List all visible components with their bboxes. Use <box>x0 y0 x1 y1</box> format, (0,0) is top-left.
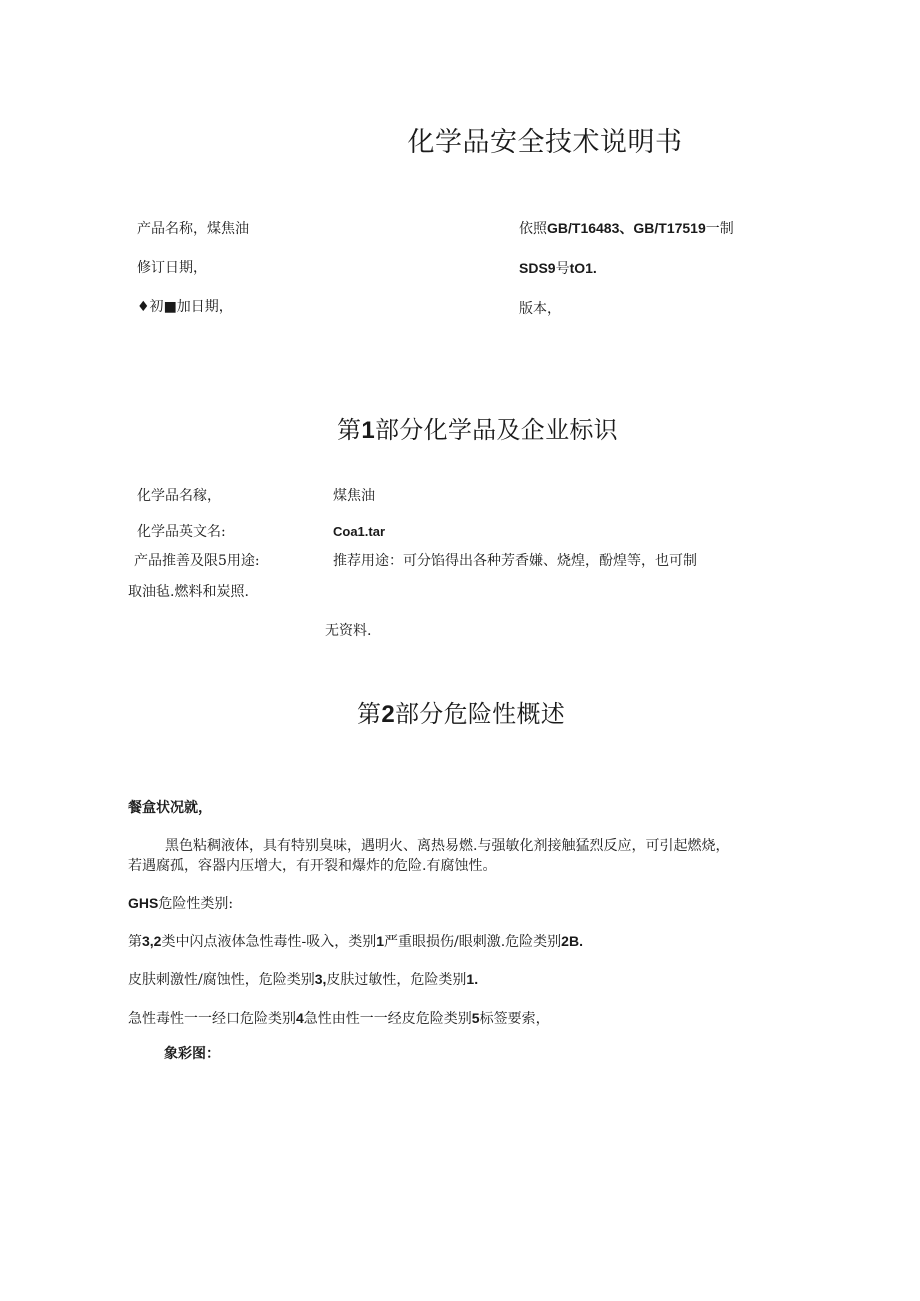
standard-suffix: 一制 <box>705 221 734 237</box>
hazard-b-text-2: 皮肤过敏性，危险类别 <box>326 972 467 988</box>
usage-label: 产品推善及限5用途: <box>134 553 260 569</box>
first-date-prefix: ♦初 <box>137 299 164 315</box>
hazard-line-c <box>128 1008 550 1028</box>
chem-name-label: 化学品名稼， <box>137 488 221 504</box>
english-name-label: 化学品英文名: <box>137 524 226 540</box>
version: 版本， <box>519 301 561 317</box>
description-line-1: 黑色粘稠液体，具有特别臭味，遇明火、离热易燃.与强敏化剂接触猛烈反应，可引起燃烧， <box>165 838 730 854</box>
revision-date: 修订日期， <box>137 260 207 276</box>
hazard-a-num-3: 2B. <box>561 933 583 949</box>
hazard-a-num-1: 3,2 <box>142 933 162 949</box>
hazard-a-text-3: 严重眼损伤/眼刺激.危险类别 <box>384 934 562 950</box>
section1-heading-text: 部分化学品及企业标识 <box>374 416 618 444</box>
section1-heading-prefix: 第 <box>337 416 362 444</box>
sds-suffix: tO1. <box>569 260 597 276</box>
standard-reference <box>519 218 734 238</box>
hazard-c-text-3: 标签要索， <box>479 1011 550 1027</box>
hazard-a-text-1: 第 <box>128 934 142 950</box>
hazard-b-text-1: 皮肤刺激性/腐蚀性，危险类别 <box>128 972 315 988</box>
section2-heading-num: 2 <box>381 701 395 728</box>
hazard-c-num-2: 5 <box>471 1010 480 1026</box>
redaction-mark: ■ <box>163 299 177 315</box>
section2-heading-text: 部分危险性概述 <box>394 700 566 728</box>
ghs-text: 危险性类别: <box>158 896 234 912</box>
description-line-2: 若遇腐孤，容器内压增大，有开裂和爆炸的危险.有腐蚀性。 <box>128 858 497 874</box>
section1-heading-num: 1 <box>361 417 375 444</box>
document-title: 化学品安全技术说明书 <box>407 127 683 158</box>
hazard-c-num-1: 4 <box>296 1010 304 1026</box>
hazard-a-num-2: 1 <box>376 933 384 949</box>
hazard-line-a <box>128 931 583 951</box>
first-date-suffix: 加日期， <box>176 299 233 315</box>
section1-heading <box>337 410 618 445</box>
sds-prefix: SDS9 <box>519 260 556 276</box>
product-name: 产品名称，煤焦油 <box>137 221 249 237</box>
chem-name-value: 煤焦油 <box>333 488 375 504</box>
hazard-line-b <box>128 969 478 989</box>
ghs-category-heading <box>128 893 233 913</box>
no-data-note: 无资料. <box>325 623 372 639</box>
english-name-value: Coa1.tar <box>333 524 386 539</box>
standard-codes: GB/T16483、GB/T17519 <box>547 220 706 236</box>
hazard-b-num-2: 1. <box>466 971 479 987</box>
usage-continuation: 取油毡.燃料和炭照. <box>128 584 249 600</box>
section2-heading <box>357 694 565 729</box>
emergency-overview-label: 餐盒状况就， <box>128 799 212 815</box>
pictogram-label: 象彩图： <box>164 1045 220 1061</box>
hazard-c-text-2: 急性由性一一经皮危险类别 <box>303 1011 472 1027</box>
sds-mid: 号 <box>555 261 570 277</box>
hazard-b-num-1: 3, <box>314 971 327 987</box>
sds-number <box>519 258 597 278</box>
hazard-a-text-2: 类中闪点液体急性毒性-吸入，类别 <box>161 934 377 950</box>
standard-prefix: 依照 <box>519 221 547 237</box>
section2-heading-prefix: 第 <box>357 700 382 728</box>
ghs-prefix: GHS <box>128 895 159 911</box>
first-date <box>137 296 233 316</box>
usage-value: 推荐用途：可分馅得出各种芳香嫌、烧煌，酚煌等，也可制 <box>333 553 697 569</box>
hazard-c-text-1: 急性毒性一一经口危险类别 <box>128 1011 296 1027</box>
